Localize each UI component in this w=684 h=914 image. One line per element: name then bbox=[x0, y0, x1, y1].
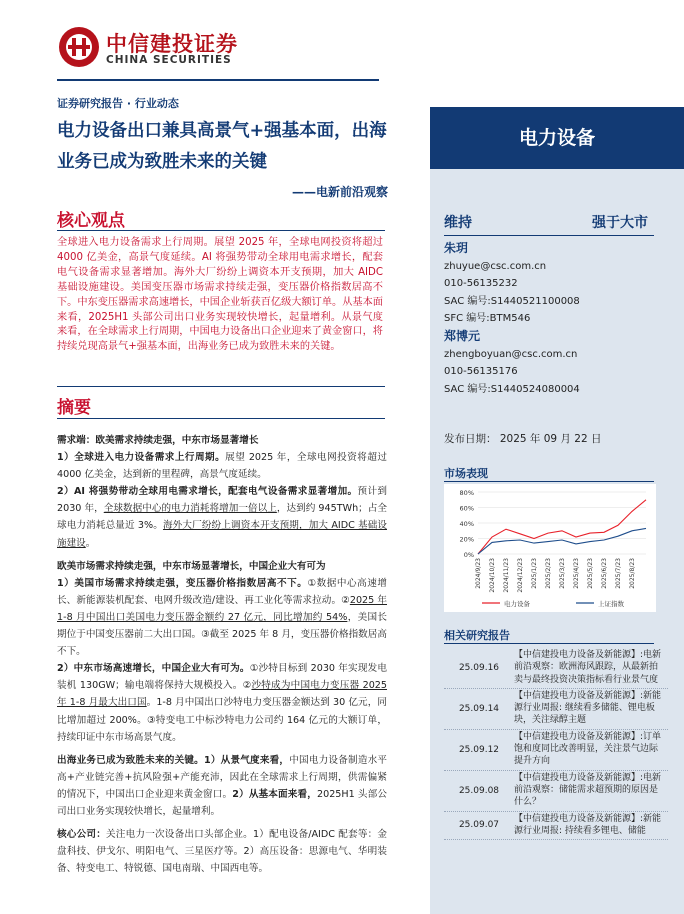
analyst-phone: 010-56135232 bbox=[444, 278, 518, 290]
related-text: 【中信建投电力设备及新能源】:新能源行业周报: 继续看多储能、锂电板块，关注绿醇主题 bbox=[514, 690, 662, 726]
x-tick-label: 2024/10/23 bbox=[489, 558, 496, 593]
summary-p2-c: 。 bbox=[85, 537, 96, 549]
related-date: 25.09.12 bbox=[458, 744, 500, 755]
related-text: 【中信建投电力设备及新能源】:订单饱和度同比改善明显，关注景气边际提升方向 bbox=[514, 731, 662, 767]
related-date: 25.09.16 bbox=[458, 662, 500, 673]
header-rule bbox=[57, 79, 379, 81]
rating-row bbox=[444, 212, 648, 232]
x-tick-label: 2025/1/23 bbox=[531, 558, 538, 589]
core-heading: 核心观点 bbox=[57, 211, 125, 231]
related-date: 25.09.08 bbox=[458, 785, 500, 796]
summary-p6: 关注电力一次设备出口头部企业。1）配电设备/AIDC 配套等：金盘科技、伊戈尔、明阳电气、三星医疗等。2）高压设备：思源电气、华明装备、特变电工、特锐德、国电南瑞、中国西电等。 bbox=[57, 829, 388, 875]
core-text: 全球进入电力设备需求上行周期。展望 2025 年，全球电网投资将超过 4000 亿美金，高景气度延续。AI 将强势带动全球用电需求增长，配套电气设备需求显著增加。海外大厂纷纷上调资本开支预期，加大 AIDC 基础设施建设。美国变压器市场需求持续走强，变压器价格指数居高不下。中东变压器需求高速增长，中国企业斩获百亿级大额订单。从基本面来看，2025H1 头部公司出口业务实现较快增长，起量增利。从景气度来看，在全球需求上行周期，中国电力设备出口企业迎来了黄金窗口，将持续兑现高景气+强基本面，出海业务已成为致胜未来的关键。 bbox=[57, 237, 383, 353]
analyst-name: 朱玥 bbox=[444, 241, 469, 255]
analyst-phone: 010-56135176 bbox=[444, 366, 518, 378]
related-row[interactable] bbox=[444, 730, 668, 771]
summary-p5-lead3: 2）从基本面来看， bbox=[232, 788, 317, 800]
related-date: 25.09.07 bbox=[458, 820, 500, 831]
analyst-name: 郑博元 bbox=[444, 328, 481, 343]
series-line-0 bbox=[478, 500, 646, 554]
series-line-1 bbox=[478, 528, 646, 554]
summary-p5-lead2: 1）从景气度来看， bbox=[203, 754, 290, 766]
x-tick-label: 2025/5/23 bbox=[587, 558, 594, 589]
summary-p1-lead: 1）全球进入电力设备需求上行周期。 bbox=[57, 452, 226, 464]
rating-label: 维持 bbox=[444, 215, 472, 231]
summary-heading: 摘要 bbox=[57, 398, 91, 418]
report-type: 证券研究报告 · 行业动态 bbox=[57, 97, 179, 110]
related-row[interactable] bbox=[444, 689, 668, 730]
x-tick-label: 2025/8/23 bbox=[629, 558, 636, 589]
x-tick-label: 2025/3/23 bbox=[559, 558, 566, 589]
summary-h2: 欧美市场需求持续走强，中东市场显著增长，中国企业大有可为 bbox=[57, 560, 326, 572]
summary-p3-u: 2025 年 1-8 月中国出口美国电力变压器金额约 27 亿元，同比增加约 54% bbox=[57, 594, 387, 623]
related-row[interactable] bbox=[444, 771, 668, 812]
analyst-sac: SAC 编号:S1440524080004 bbox=[444, 383, 580, 395]
core-rule bbox=[57, 230, 385, 231]
legend-label: 电力设备 bbox=[504, 600, 530, 608]
summary-p4-lead: 2）中东市场高速增长，中国企业大有可为。 bbox=[57, 663, 250, 675]
related-rule bbox=[444, 643, 654, 644]
related-date: 25.09.14 bbox=[458, 703, 500, 714]
summary-p5-lead: 出海业务已成为致胜未来的关键。 bbox=[57, 754, 204, 766]
logo-en-text: CHINA SECURITIES bbox=[106, 54, 232, 66]
y-tick-label: 40% bbox=[459, 520, 474, 528]
rating-rule bbox=[444, 235, 654, 236]
market-chart-svg bbox=[444, 484, 656, 612]
x-tick-label: 2024/12/23 bbox=[517, 558, 524, 593]
summary-p5-b: 2025H1 头部公司出口业务实现较快增长，起量增利。 bbox=[57, 788, 387, 817]
summary-p2-lead: 2）AI 将强势带动全球用电需求增长，配套电气设备需求显著增加。 bbox=[57, 486, 358, 498]
y-tick-label: 0% bbox=[463, 551, 474, 559]
y-tick-label: 20% bbox=[459, 535, 474, 544]
report-subtitle: ——电新前沿观察 bbox=[291, 185, 388, 199]
analyst-sac: SAC 编号:S1440521100008 bbox=[444, 295, 580, 307]
core-bottom-rule bbox=[57, 386, 385, 387]
summary-p4-u: 沙特成为中国电力变压器 2025 年 1-8 月最大出口国 bbox=[57, 680, 388, 709]
summary-p2-a: 预计到 2030 年， bbox=[57, 486, 388, 515]
summary-p3-a: ①数据中心高速增长、新能源装机配套、电网升级改造/建设、再工业化等需求拉动。② bbox=[57, 577, 387, 606]
summary-p1: 展望 2025 年，全球电网投资将超过 4000 亿美金，达到新的里程碑，高景气度延续。 bbox=[57, 452, 387, 481]
summary-p4-b: 。1-8 月中国出口沙特电力变压器金额达到 30 亿元，同比增加超过 200%。③特变电工中标沙特电力公司约 164 亿元的大额订单，持续印证中东市场高景气度。 bbox=[57, 697, 387, 743]
report-title: 电力设备出口兼具高景气+强基本面，出海业务已成为致胜未来的关键 bbox=[57, 121, 387, 172]
summary-p6-lead: 核心公司： bbox=[57, 829, 106, 841]
summary-p2-u2: 海外大厂纷纷上调资本开支预期，加大 AIDC 基础设施建设 bbox=[57, 520, 387, 549]
company-logo bbox=[58, 26, 258, 70]
x-tick-label: 2024/11/23 bbox=[503, 558, 510, 593]
logo-cn-text: 中信建投证券 bbox=[106, 32, 238, 56]
related-text: 【中信建投电力设备及新能源】:电新前沿观察：欧洲海风跟踪，从最新拍卖与最终投资决策指标看行业景气度 bbox=[514, 650, 662, 685]
y-tick-label: 60% bbox=[459, 504, 474, 513]
related-row[interactable] bbox=[444, 648, 668, 689]
rating-detail: 强于大市 bbox=[592, 215, 648, 231]
analyst-sfc: SFC 编号:BTM546 bbox=[444, 313, 531, 325]
related-table bbox=[444, 648, 668, 840]
summary-p2-b: ，达到约 945TWh；占全球电力消耗总量近 3%。 bbox=[57, 503, 387, 532]
summary-p3-b: ，美国长期位于中国变压器前二大出口国。③截至 2025 年 8 月，变压器价格指数居高不下。 bbox=[57, 611, 387, 658]
related-row[interactable] bbox=[444, 812, 668, 841]
x-tick-label: 2025/2/23 bbox=[545, 558, 552, 589]
related-title: 相关研究报告 bbox=[444, 629, 510, 642]
summary-body bbox=[57, 432, 387, 877]
publish-date: 发布日期： 2025 年 09 月 22 日 bbox=[444, 433, 602, 445]
analyst-list bbox=[444, 240, 664, 398]
y-tick-label: 80% bbox=[459, 489, 474, 497]
summary-p5-a: 中国电力设备制造水平高+产业链完善+抗风险强+产能充沛，因此在全球需求上行周期，供需偏紧的情况下，中国出口企业迎来黄金窗口。 bbox=[57, 754, 388, 800]
x-tick-label: 2024/9/23 bbox=[475, 558, 482, 589]
market-chart bbox=[444, 484, 656, 612]
analyst-email[interactable]: zhuyue@csc.com.cn bbox=[444, 260, 547, 272]
related-text: 【中信建投电力设备及新能源】:新能源行业周报: 持续看多锂电、储能 bbox=[514, 813, 662, 836]
summary-rule bbox=[57, 418, 385, 419]
summary-p3-lead: 1）美国市场需求持续走强，变压器价格指数居高不下。 bbox=[57, 577, 308, 589]
summary-p2-u1: 全球数据中心的电力消耗将增加一倍以上 bbox=[103, 503, 277, 515]
related-text: 【中信建投电力设备及新能源】:电新前沿观察：储能需求超预期的原因是什么？ bbox=[514, 772, 662, 808]
market-rule bbox=[444, 481, 654, 482]
analyst-email[interactable]: zhengboyuan@csc.com.cn bbox=[444, 348, 578, 360]
legend-label: 上证指数 bbox=[598, 600, 624, 608]
industry-banner: 电力设备 bbox=[430, 107, 684, 169]
logo-icon bbox=[58, 26, 100, 68]
summary-p4-a: ①沙特目标到 2030 年实现发电装机 130GW；输电端将保持大规模投入。② bbox=[57, 663, 387, 692]
x-tick-label: 2025/4/23 bbox=[573, 558, 580, 589]
market-title: 市场表现 bbox=[444, 467, 488, 480]
x-tick-label: 2025/6/23 bbox=[601, 558, 608, 589]
x-tick-label: 2025/7/23 bbox=[615, 558, 622, 589]
summary-h1: 需求端：欧美需求持续走强，中东市场显著增长 bbox=[57, 435, 259, 446]
